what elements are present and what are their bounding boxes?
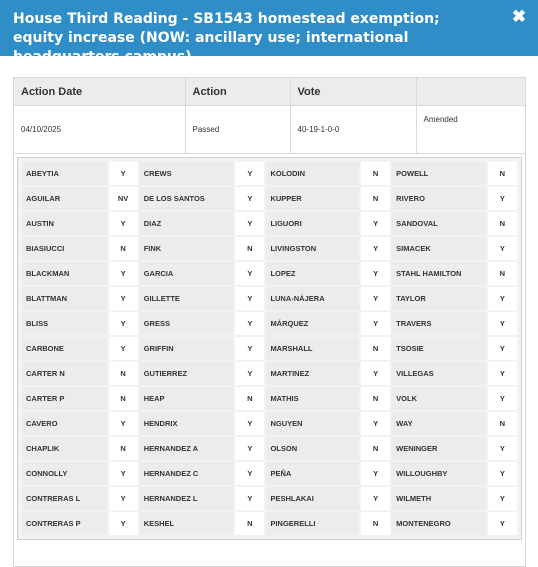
legislator-name: STAHL HAMILTON bbox=[392, 262, 486, 285]
legislator-name: HERNANDEZ C bbox=[140, 462, 234, 485]
legislator-name: DIAZ bbox=[140, 212, 234, 235]
legislator-name: TRAVERS bbox=[392, 312, 486, 335]
vote-row bbox=[22, 237, 517, 260]
legislator-vote: N bbox=[361, 162, 390, 185]
legislator-name: GRIFFIN bbox=[140, 337, 234, 360]
vote-tally: 40-19-1-0-0 bbox=[290, 106, 416, 154]
vote-row bbox=[22, 437, 517, 460]
legislator-vote: Y bbox=[235, 162, 264, 185]
header-action: Action bbox=[185, 78, 290, 106]
legislator-vote: N bbox=[488, 212, 517, 235]
legislator-vote: Y bbox=[488, 337, 517, 360]
action-note: Amended bbox=[416, 106, 525, 154]
bill-action-panel bbox=[13, 77, 526, 567]
legislator-name: ABEYTIA bbox=[22, 162, 107, 185]
legislator-name: KUPPER bbox=[266, 187, 359, 210]
legislator-vote: Y bbox=[361, 312, 390, 335]
legislator-vote: N bbox=[488, 262, 517, 285]
roll-call-votes bbox=[17, 157, 522, 540]
legislator-name: GILLETTE bbox=[140, 287, 234, 310]
legislator-name: MATHIS bbox=[266, 387, 359, 410]
legislator-name: SIMACEK bbox=[392, 237, 486, 260]
legislator-vote: Y bbox=[488, 512, 517, 535]
legislator-name: VOLK bbox=[392, 387, 486, 410]
legislator-name: MARTINEZ bbox=[266, 362, 359, 385]
legislator-name: PESHLAKAI bbox=[266, 487, 359, 510]
legislator-name: LIVINGSTON bbox=[266, 237, 359, 260]
legislator-name: POWELL bbox=[392, 162, 486, 185]
legislator-name: LUNA-NÁJERA bbox=[266, 287, 359, 310]
legislator-vote: N bbox=[109, 387, 138, 410]
legislator-name: GUTIERREZ bbox=[140, 362, 234, 385]
close-icon[interactable]: ✖ bbox=[511, 7, 527, 26]
legislator-vote: Y bbox=[488, 487, 517, 510]
legislator-vote: Y bbox=[109, 412, 138, 435]
legislator-name: KOLODIN bbox=[266, 162, 359, 185]
legislator-name: OLSON bbox=[266, 437, 359, 460]
legislator-name: BLISS bbox=[22, 312, 107, 335]
legislator-vote: Y bbox=[488, 187, 517, 210]
legislator-vote: N bbox=[235, 512, 264, 535]
legislator-vote: Y bbox=[361, 462, 390, 485]
legislator-name: LIGUORI bbox=[266, 212, 359, 235]
legislator-vote: Y bbox=[488, 237, 517, 260]
legislator-vote: N bbox=[109, 237, 138, 260]
legislator-vote: Y bbox=[109, 162, 138, 185]
legislator-name: DE LOS SANTOS bbox=[140, 187, 234, 210]
legislator-vote: N bbox=[109, 362, 138, 385]
vote-row bbox=[22, 337, 517, 360]
legislator-name: BLACKMAN bbox=[22, 262, 107, 285]
vote-row bbox=[22, 162, 517, 185]
legislator-vote: Y bbox=[109, 312, 138, 335]
legislator-name: WAY bbox=[392, 412, 486, 435]
legislator-name: TSOSIE bbox=[392, 337, 486, 360]
action-row bbox=[14, 106, 525, 154]
legislator-vote: N bbox=[488, 162, 517, 185]
legislator-name: CONNOLLY bbox=[22, 462, 107, 485]
legislator-vote: Y bbox=[109, 262, 138, 285]
legislator-name: MONTENEGRO bbox=[392, 512, 486, 535]
legislator-vote: Y bbox=[488, 287, 517, 310]
legislator-name: CHAPLIK bbox=[22, 437, 107, 460]
legislator-vote: Y bbox=[361, 212, 390, 235]
vote-row bbox=[22, 312, 517, 335]
legislator-vote: Y bbox=[235, 337, 264, 360]
legislator-vote: Y bbox=[361, 412, 390, 435]
legislator-name: AUSTIN bbox=[22, 212, 107, 235]
legislator-vote: N bbox=[361, 437, 390, 460]
legislator-vote: Y bbox=[361, 362, 390, 385]
vote-row bbox=[22, 462, 517, 485]
legislator-vote: Y bbox=[361, 487, 390, 510]
legislator-vote: N bbox=[235, 387, 264, 410]
vote-row bbox=[22, 212, 517, 235]
legislator-vote: Y bbox=[235, 187, 264, 210]
legislator-vote: Y bbox=[488, 437, 517, 460]
legislator-name: HEAP bbox=[140, 387, 234, 410]
legislator-vote: Y bbox=[109, 462, 138, 485]
legislator-name: NGUYEN bbox=[266, 412, 359, 435]
legislator-name: AGUILAR bbox=[22, 187, 107, 210]
dialog-title: House Third Reading - SB1543 homestead exemption; equity increase (NOW: ancillary use; international headquarters campus) bbox=[13, 11, 440, 65]
vote-row bbox=[22, 287, 517, 310]
legislator-vote: N bbox=[488, 412, 517, 435]
legislator-name: BLATTMAN bbox=[22, 287, 107, 310]
legislator-vote: Y bbox=[488, 462, 517, 485]
legislator-vote: N bbox=[109, 437, 138, 460]
vote-row bbox=[22, 187, 517, 210]
legislator-vote: NV bbox=[109, 187, 138, 210]
legislator-name: PINGERELLI bbox=[266, 512, 359, 535]
legislator-name: TAYLOR bbox=[392, 287, 486, 310]
legislator-vote: Y bbox=[361, 237, 390, 260]
action-table bbox=[14, 78, 526, 154]
header-action-date: Action Date bbox=[14, 78, 185, 106]
legislator-name: RIVERO bbox=[392, 187, 486, 210]
legislator-name: KESHEL bbox=[140, 512, 234, 535]
legislator-name: GRESS bbox=[140, 312, 234, 335]
legislator-name: CONTRERAS P bbox=[22, 512, 107, 535]
legislator-vote: Y bbox=[235, 312, 264, 335]
legislator-name: GARCIA bbox=[140, 262, 234, 285]
legislator-vote: Y bbox=[109, 337, 138, 360]
legislator-vote: N bbox=[361, 512, 390, 535]
legislator-vote: Y bbox=[488, 387, 517, 410]
legislator-vote: Y bbox=[361, 287, 390, 310]
legislator-name: MARSHALL bbox=[266, 337, 359, 360]
legislator-vote: N bbox=[361, 187, 390, 210]
legislator-vote: Y bbox=[235, 487, 264, 510]
legislator-name: PEÑA bbox=[266, 462, 359, 485]
legislator-vote: Y bbox=[235, 437, 264, 460]
header-notes bbox=[416, 78, 525, 106]
legislator-vote: Y bbox=[235, 412, 264, 435]
vote-row bbox=[22, 412, 517, 435]
vote-row bbox=[22, 387, 517, 410]
legislator-vote: Y bbox=[109, 487, 138, 510]
legislator-name: CARTER N bbox=[22, 362, 107, 385]
legislator-name: CONTRERAS L bbox=[22, 487, 107, 510]
legislator-name: HERNANDEZ A bbox=[140, 437, 234, 460]
legislator-vote: N bbox=[235, 237, 264, 260]
legislator-name: CREWS bbox=[140, 162, 234, 185]
legislator-vote: Y bbox=[235, 287, 264, 310]
legislator-name: LOPEZ bbox=[266, 262, 359, 285]
vote-row bbox=[22, 262, 517, 285]
legislator-vote: Y bbox=[235, 212, 264, 235]
vote-row bbox=[22, 362, 517, 385]
dialog-header bbox=[0, 0, 538, 65]
legislator-name: MÁRQUEZ bbox=[266, 312, 359, 335]
vote-row bbox=[22, 487, 517, 510]
legislator-name: CARTER P bbox=[22, 387, 107, 410]
roll-call-table bbox=[20, 160, 519, 537]
legislator-name: WILLOUGHBY bbox=[392, 462, 486, 485]
legislator-vote: Y bbox=[235, 462, 264, 485]
vote-row bbox=[22, 512, 517, 535]
legislator-vote: Y bbox=[109, 287, 138, 310]
legislator-vote: Y bbox=[109, 212, 138, 235]
legislator-name: SANDOVAL bbox=[392, 212, 486, 235]
legislator-name: BIASIUCCI bbox=[22, 237, 107, 260]
legislator-vote: Y bbox=[361, 262, 390, 285]
legislator-name: CAVERO bbox=[22, 412, 107, 435]
legislator-vote: Y bbox=[488, 312, 517, 335]
action-date: 04/10/2025 bbox=[14, 106, 185, 154]
action-table-header-row bbox=[14, 78, 525, 106]
legislator-name: FINK bbox=[140, 237, 234, 260]
action-result: Passed bbox=[185, 106, 290, 154]
legislator-name: WENINGER bbox=[392, 437, 486, 460]
legislator-vote: Y bbox=[488, 362, 517, 385]
legislator-name: VILLEGAS bbox=[392, 362, 486, 385]
legislator-name: CARBONE bbox=[22, 337, 107, 360]
legislator-vote: Y bbox=[235, 262, 264, 285]
legislator-name: HENDRIX bbox=[140, 412, 234, 435]
legislator-vote: Y bbox=[109, 512, 138, 535]
legislator-vote: Y bbox=[235, 362, 264, 385]
legislator-vote: N bbox=[361, 387, 390, 410]
header-vote: Vote bbox=[290, 78, 416, 106]
legislator-name: WILMETH bbox=[392, 487, 486, 510]
legislator-vote: N bbox=[361, 337, 390, 360]
legislator-name: HERNANDEZ L bbox=[140, 487, 234, 510]
